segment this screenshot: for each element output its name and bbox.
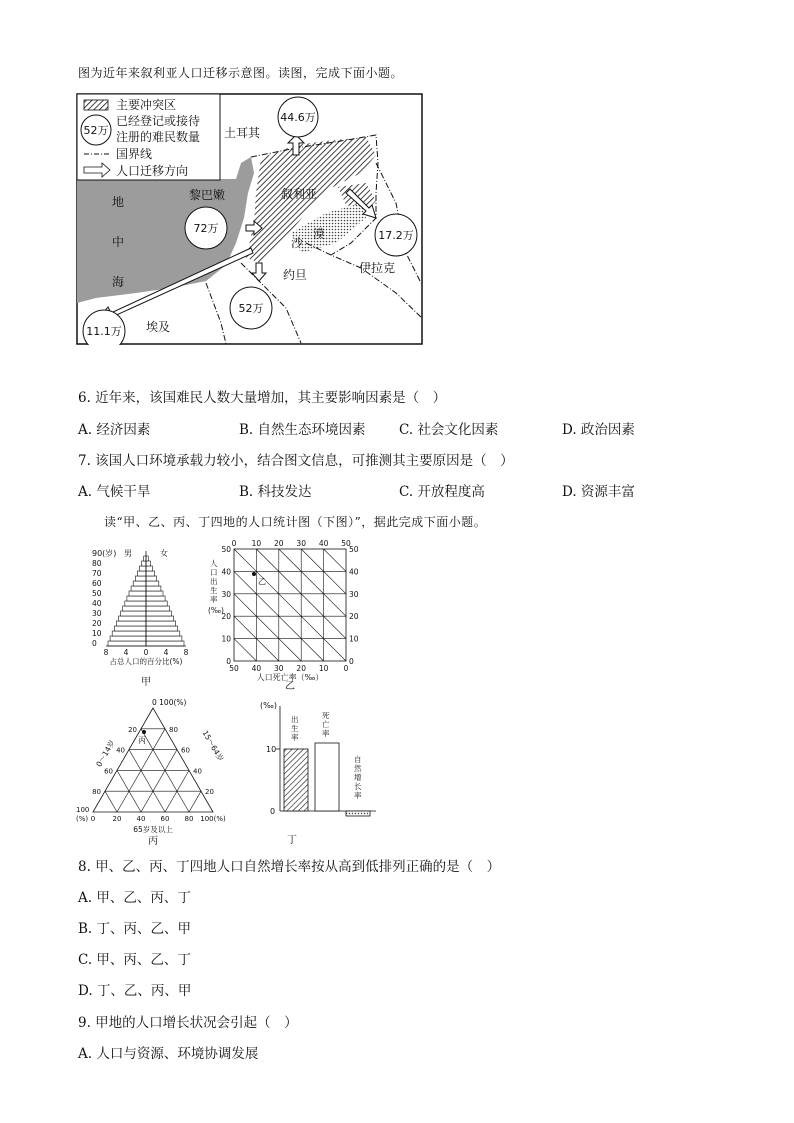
jia-bar-female xyxy=(146,621,176,626)
jia-bar-male xyxy=(137,571,146,576)
q7-option-c[interactable]: C. 开放程度高 xyxy=(399,484,485,500)
jia-age-tick: 40 xyxy=(92,599,102,608)
jia-bar-female xyxy=(146,586,161,591)
jia-age-tick: 30 xyxy=(92,609,102,618)
jia-xlabel: 占总人口的百分比(%) xyxy=(109,657,183,666)
yi-ylabel: 人口出生率(‰) xyxy=(208,559,224,615)
jia-bar-male xyxy=(127,596,146,601)
yi-top-tick: 50 xyxy=(341,539,351,548)
jia-bar-female xyxy=(146,566,153,571)
yi-bottom-tick: 30 xyxy=(274,664,284,673)
ding-label-death: 死亡率 xyxy=(322,711,330,738)
jia-bar-male xyxy=(140,566,147,571)
legend-refugee-1: 已经登记或接待 xyxy=(116,114,201,128)
intro-text-2: 读“甲、乙、丙、丁四地的人口统计图（下图）”，据此完成下面小题。 xyxy=(104,515,487,529)
jia-caption: 甲 xyxy=(141,677,151,688)
refugee-jordan: 52万 xyxy=(238,302,264,315)
jia-bar-male xyxy=(110,636,146,641)
yi-bottom-tick: 20 xyxy=(296,664,306,673)
jia-bar-female xyxy=(146,581,159,586)
yi-left-tick: 30 xyxy=(221,589,231,599)
legend-refugee-2: 注册的难民数量 xyxy=(116,130,201,144)
refugee-egypt: 11.1万 xyxy=(86,325,122,338)
jia-bar-female xyxy=(146,616,174,621)
refugee-lebanon: 72万 xyxy=(193,222,219,235)
jia-xtick: 8 xyxy=(183,648,189,657)
yi-right-tick: 40 xyxy=(349,567,359,577)
jia-bar-male xyxy=(116,621,146,626)
bing-bottom-tick: 20 xyxy=(112,815,122,823)
yi-top-tick: 10 xyxy=(251,539,262,548)
jia-xtick: 4 xyxy=(123,648,129,657)
bing-bottom-tick: 40 xyxy=(136,815,146,823)
ding-label-natural: 自然增长率 xyxy=(354,755,362,800)
yi-bottom-tick: 0 xyxy=(343,664,349,673)
yi-left-tick: 10 xyxy=(221,634,231,644)
yi-xlabel: 人口死亡率（‰） xyxy=(256,673,324,682)
bing-caption: 丙 xyxy=(148,836,158,847)
yi-right-tick: 30 xyxy=(349,589,359,599)
yi-right-tick: 20 xyxy=(349,612,359,622)
jia-male: 男 xyxy=(124,549,132,558)
q9-option-a[interactable]: A. 人口与资源、环境协调发展 xyxy=(78,1046,259,1062)
bing-right-tick: 40 xyxy=(193,767,202,776)
jia-bar-female xyxy=(146,561,150,566)
q6-option-c[interactable]: C. 社会文化因素 xyxy=(399,422,499,438)
q6-option-a[interactable]: A. 经济因素 xyxy=(78,422,151,438)
bing-bottom-axis: 65岁及以上 xyxy=(133,825,173,834)
yi-caption: 乙 xyxy=(285,681,295,691)
figure-yi-grid xyxy=(198,536,363,691)
legend-border: 国界线 xyxy=(116,147,153,161)
yi-left-tick: 40 xyxy=(221,567,231,577)
bing-bottom-tick: 60 xyxy=(160,815,170,823)
bing-right-axis: 15～64岁 xyxy=(200,728,226,763)
label-turkey: 土耳其 xyxy=(224,126,261,140)
q7-stem: 7. 该国人口环境承载力较小，结合图文信息，可推测其主要原因是（ ） xyxy=(78,453,514,469)
label-sea-3: 海 xyxy=(112,275,125,289)
ding-caption: 丁 xyxy=(287,835,297,846)
bing-point-label: 丙 xyxy=(138,736,146,745)
jia-xtick: 4 xyxy=(163,648,169,657)
q6-option-d[interactable]: D. 政治因素 xyxy=(562,422,635,438)
jia-bar-male xyxy=(125,601,146,606)
bing-left-tick: 40 xyxy=(116,746,125,755)
yi-top-tick: 0 xyxy=(231,539,237,548)
jia-bar-female xyxy=(146,641,184,646)
label-sea-1: 地 xyxy=(112,195,125,209)
bing-bottom-tick: 100(%) xyxy=(200,815,226,823)
jia-bar-male xyxy=(123,606,146,611)
legend-migration: 人口迁移方向 xyxy=(116,164,189,178)
ding-ytick-10: 10 xyxy=(266,745,277,754)
q6-stem: 6. 近年来，该国难民人数大量增加，其主要影响因素是（ ） xyxy=(78,390,447,406)
bing-left-tick: 80 xyxy=(92,788,101,797)
ding-bar-natural xyxy=(346,811,370,816)
q8-option-d[interactable]: D. 丁、乙、丙、甲 xyxy=(78,983,192,999)
bing-right-tick: 60 xyxy=(181,746,190,755)
jia-bar-female xyxy=(146,631,180,636)
q8-option-c[interactable]: C. 甲、丙、乙、丁 xyxy=(78,952,191,968)
q8-option-a[interactable]: A. 甲、乙、丙、丁 xyxy=(78,890,191,906)
yi-top-tick: 30 xyxy=(296,539,306,548)
jia-bar-female xyxy=(146,626,178,631)
jia-bar-female xyxy=(146,576,157,581)
ding-ytick-0: 0 xyxy=(270,807,276,816)
bing-right-tick: 80 xyxy=(169,725,178,734)
ding-bar-death xyxy=(315,743,339,811)
figure-bing-ternary xyxy=(74,696,249,848)
jia-age-unit: 90(岁) xyxy=(92,549,117,558)
q8-option-b[interactable]: B. 丁、丙、乙、甲 xyxy=(78,921,192,937)
yi-top-tick: 40 xyxy=(318,539,329,548)
label-egypt: 埃及 xyxy=(146,320,171,334)
bing-bottom-tick: 80 xyxy=(184,815,194,823)
jia-bar-female xyxy=(146,601,167,606)
q9-stem: 9. 甲地的人口增长状况会引起（ ） xyxy=(78,1015,298,1031)
legend-sample: 52万 xyxy=(83,124,109,137)
q8-stem: 8. 甲、乙、丙、丁四地人口自然增长率按从高到低排列正确的是（ ） xyxy=(78,859,501,875)
jia-bar-female xyxy=(146,591,163,596)
yi-bottom-tick: 40 xyxy=(251,664,262,673)
intro-text-1: 图为近年来叙利亚人口迁移示意图。读图，完成下面小题。 xyxy=(78,66,404,80)
yi-bottom-tick: 10 xyxy=(318,664,329,673)
jia-xtick: 8 xyxy=(103,648,109,657)
label-iraq: 伊拉克 xyxy=(359,261,396,275)
ding-bar-birth xyxy=(284,749,308,811)
bing-point xyxy=(142,730,146,734)
jia-bar-male xyxy=(142,561,146,566)
jia-female: 女 xyxy=(160,549,168,558)
bing-left-tick: 20 xyxy=(128,725,137,734)
bing-right-tick: 20 xyxy=(205,788,214,797)
yi-right-tick: 50 xyxy=(349,545,359,554)
yi-left-tick: 0 xyxy=(226,657,231,666)
jia-bar-male xyxy=(131,586,146,591)
yi-right-tick: 10 xyxy=(349,634,359,644)
bing-left-tick: 60 xyxy=(104,767,113,776)
figure-jia-pyramid xyxy=(88,543,208,691)
label-desert-1: 沙 xyxy=(291,236,304,250)
jia-bar-male xyxy=(119,616,147,621)
label-lebanon: 黎巴嫩 xyxy=(189,188,226,202)
q7-option-a[interactable]: A. 气候干旱 xyxy=(78,484,151,500)
jia-bar-female xyxy=(146,596,165,601)
ding-unit: (‰) xyxy=(260,701,277,710)
yi-point-label: 乙 xyxy=(258,577,266,586)
jia-bar-male xyxy=(129,591,146,596)
label-jordan: 约旦 xyxy=(283,268,308,282)
jia-age-tick: 60 xyxy=(92,579,102,588)
bing-top: 0 100(%) xyxy=(152,698,187,707)
yi-right-tick: 0 xyxy=(349,657,354,666)
jia-bar-male xyxy=(108,641,146,646)
jia-bar-female xyxy=(146,636,182,641)
jia-bar-female xyxy=(146,611,171,616)
q7-option-b[interactable]: B. 科技发达 xyxy=(239,484,312,500)
yi-top-tick: 20 xyxy=(274,539,284,548)
bing-bottom-tick: 0 xyxy=(90,815,96,823)
bing-corner-left: 100 xyxy=(76,806,90,814)
ding-label-birth: 出生率 xyxy=(291,715,299,742)
jia-bar-male xyxy=(135,576,146,581)
syria-migration-map xyxy=(76,93,423,345)
jia-xtick: 0 xyxy=(143,648,149,657)
jia-bar-male xyxy=(133,581,146,586)
jia-age-tick: 70 xyxy=(92,569,102,578)
q6-option-b[interactable]: B. 自然生态环境因素 xyxy=(239,422,366,438)
yi-point xyxy=(252,572,256,576)
legend-conflict: 主要冲突区 xyxy=(116,98,177,112)
bing-corner-left-unit: (%) xyxy=(76,815,89,823)
yi-bottom-tick: 50 xyxy=(229,664,239,673)
refugee-iraq: 17.2万 xyxy=(378,229,414,242)
jia-age-tick: 50 xyxy=(92,589,102,598)
q7-option-d[interactable]: D. 资源丰富 xyxy=(562,484,635,500)
figure-ding-bars xyxy=(258,698,383,848)
label-sea-2: 中 xyxy=(112,235,125,249)
label-desert-2: 漠 xyxy=(313,227,326,241)
refugee-turkey: 44.6万 xyxy=(280,111,316,124)
yi-left-tick: 20 xyxy=(221,612,231,622)
jia-age-tick: 20 xyxy=(92,619,102,628)
jia-bar-male xyxy=(112,631,146,636)
jia-bar-female xyxy=(146,571,155,576)
jia-age-tick: 0 xyxy=(92,639,97,648)
bing-left-axis: 0～14岁 xyxy=(94,738,117,769)
label-syria: 叙利亚 xyxy=(281,187,318,201)
yi-left-tick: 50 xyxy=(221,545,231,554)
jia-bar-male xyxy=(114,626,146,631)
jia-age-tick: 10 xyxy=(92,629,102,638)
jia-bar-male xyxy=(121,611,146,616)
jia-bar-female xyxy=(146,606,169,611)
jia-age-tick: 80 xyxy=(92,559,102,568)
